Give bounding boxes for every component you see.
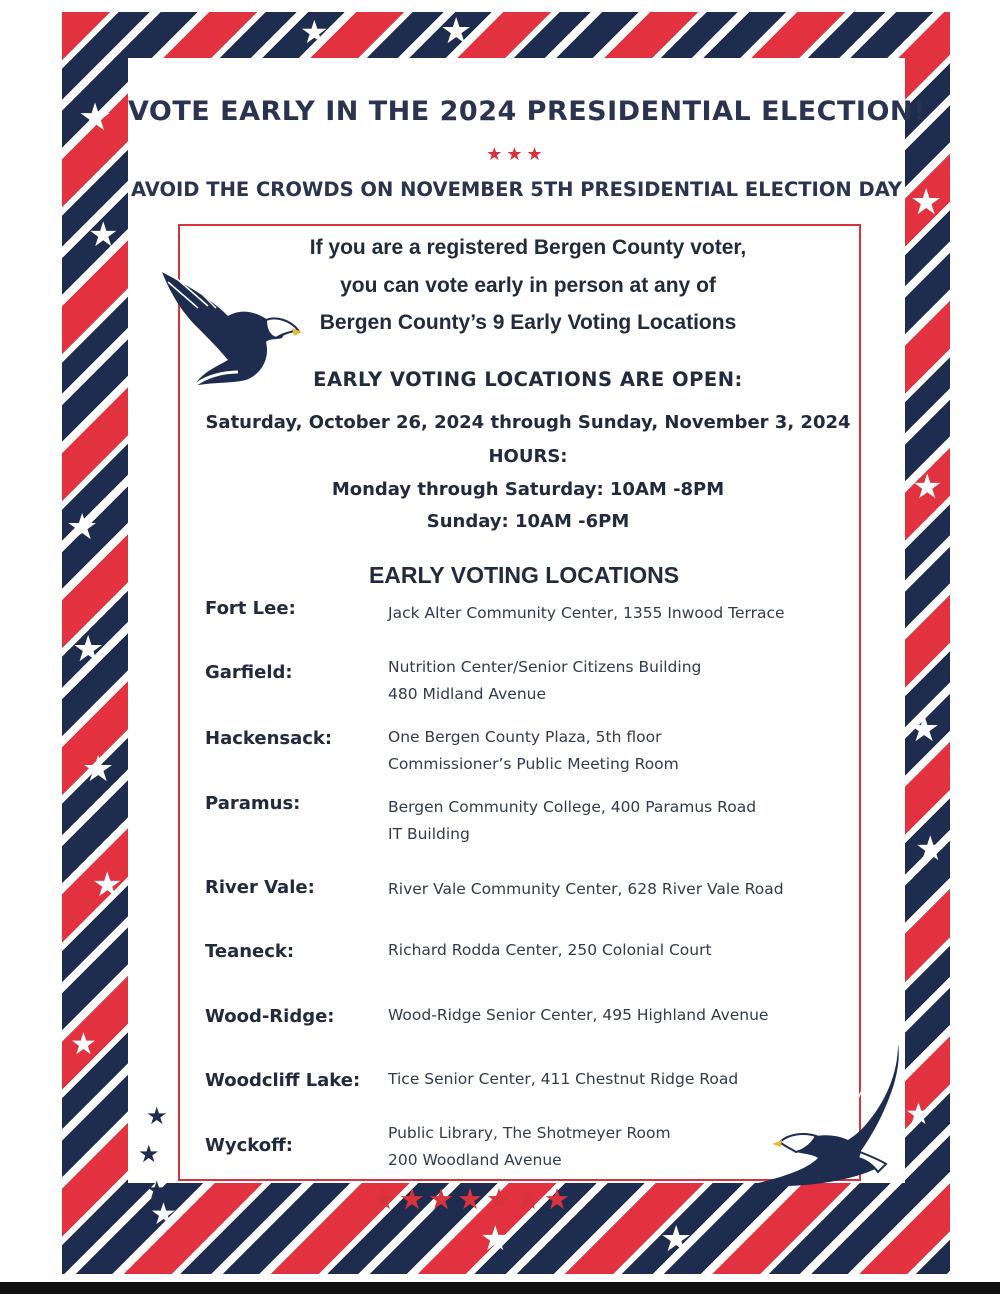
weekday-hours: Monday through Saturday: 10AM -8PM [331,479,725,500]
location-address [388,1066,738,1093]
scan-edge [0,1282,1000,1294]
page-title: VOTE EARLY IN THE 2024 PRESIDENTIAL ELECTION! [128,96,926,127]
location-town: Wood-Ridge: [205,1006,335,1027]
eagle-icon [748,1040,906,1192]
intro-line-2: you can vote early in person at any of [340,274,716,297]
star-icon: ★ [440,11,473,52]
star-icon: ★ [78,95,113,139]
star-icon: ★ [908,709,941,750]
location-town: Garfield: [205,662,293,683]
star-icon: ★ [72,629,105,670]
location-town: Teaneck: [205,941,295,962]
star-icon: ★ [138,1140,160,1168]
location-address [388,1002,768,1029]
star-icon: ★ [150,1197,177,1232]
star-icon: ★ [92,865,123,905]
date-range: Saturday, October 26, 2024 through Sunday, November 3, 2024 [205,412,851,433]
address-line: Bergen Community College, 400 Paramus Road [388,798,757,816]
star-icon: ★ [146,1176,168,1204]
star-icon: ★ [910,182,943,223]
star-icon: ★ [300,13,329,51]
star-icon: ★ [912,467,943,507]
star-icon: ★ [70,1027,97,1062]
page-subtitle: AVOID THE CROWDS ON NOVEMBER 5TH PRESIDENTIAL ELECTION DAY [130,178,903,201]
location-town: River Vale: [205,877,315,898]
address-line: 480 Midland Avenue [388,685,547,703]
location-address [388,876,784,903]
hours-label: HOURS: [488,446,568,467]
location-address [388,937,712,964]
star-icon: ★ [88,215,119,255]
star-icon: ★ [915,829,946,869]
address-line: Public Library, The Shotmeyer Room [388,1124,671,1142]
address-line: IT Building [388,825,470,843]
location-town: Woodcliff Lake: [205,1070,361,1091]
location-town: Fort Lee: [205,598,296,619]
address-line: Richard Rodda Center, 250 Colonial Court [388,941,712,959]
title-stars: ★★★ [486,144,547,165]
star-icon: ★ [66,507,99,548]
address-line: Jack Alter Community Center, 1355 Inwood Terrace [388,604,785,622]
location-town: Paramus: [205,793,301,814]
star-icon: ★ [82,749,115,790]
location-town: Wyckoff: [205,1135,293,1156]
address-line: Commissioner’s Public Meeting Room [388,755,679,773]
intro-line-1: If you are a registered Bergen County voter, [309,236,747,259]
address-line: 200 Woodland Avenue [388,1151,562,1169]
locations-heading: EARLY VOTING LOCATIONS [368,562,680,588]
star-icon: ★ [146,1102,168,1130]
address-line: River Vale Community Center, 628 River Vale Road [388,880,784,898]
location-address [388,654,701,708]
address-line: One Bergen County Plaza, 5th floor [388,728,662,746]
footer-stars: ★★★★★★★ [370,1182,573,1216]
address-line: Wood-Ridge Senior Center, 495 Highland Avenue [388,1006,769,1024]
star-icon: ★ [660,1219,693,1260]
location-town: Hackensack: [205,728,333,749]
open-heading: EARLY VOTING LOCATIONS ARE OPEN: [313,368,743,391]
star-icon: ★ [905,1097,932,1132]
sunday-hours: Sunday: 10AM -6PM [426,511,630,532]
location-address [388,794,756,848]
address-line: Tice Senior Center, 411 Chestnut Ridge Road [388,1070,739,1088]
address-line: Nutrition Center/Senior Citizens Building [388,658,702,676]
location-address [388,1120,671,1174]
location-address [388,724,679,778]
intro-line-3: Bergen County’s 9 Early Voting Locations [319,311,737,334]
location-address [388,600,785,627]
star-icon: ★ [480,1219,511,1259]
